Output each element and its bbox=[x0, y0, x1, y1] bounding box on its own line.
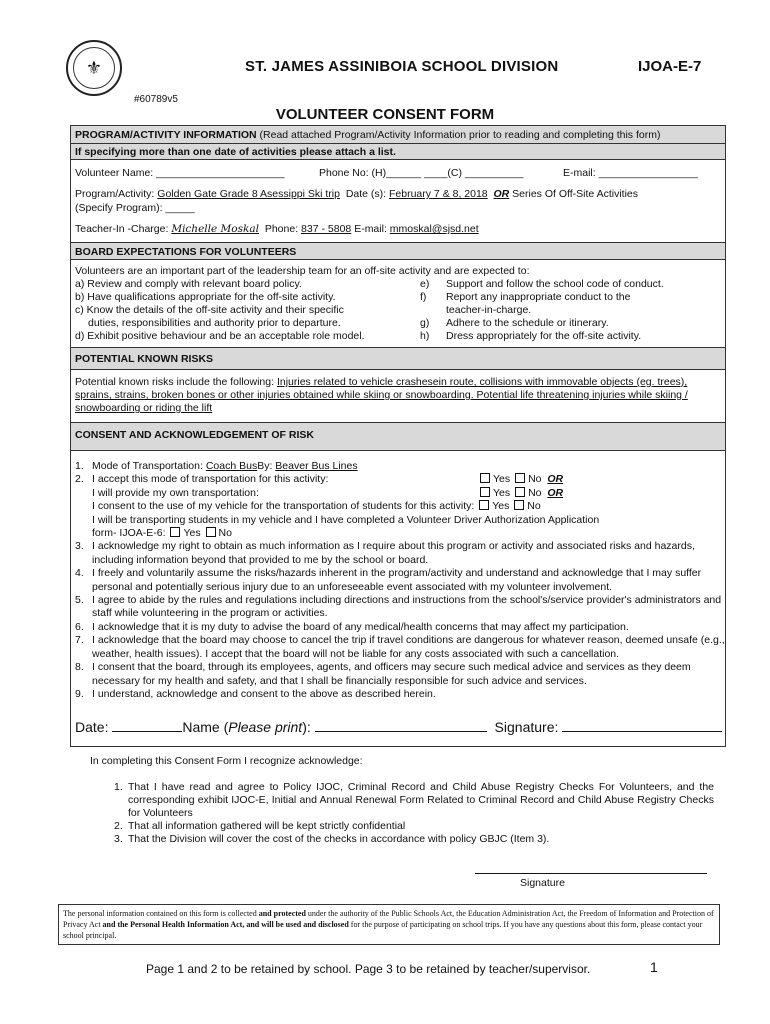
risks-section bbox=[70, 347, 726, 423]
consent-item-2: 2. I accept this mode of transportation for this activity: Yes No OR bbox=[75, 473, 564, 486]
form-yes-checkbox[interactable] bbox=[170, 527, 180, 537]
phone-field[interactable]: Phone No: (H)______ ____(C) __________ bbox=[319, 167, 524, 179]
program-subheader: If specifying more than one date of activities please attach a list. bbox=[71, 144, 725, 160]
form-title: VOLUNTEER CONSENT FORM bbox=[275, 106, 495, 123]
school-crest-logo bbox=[66, 40, 122, 96]
acknowledge-list bbox=[114, 781, 714, 846]
specify-program-field[interactable]: (Specify Program): _____ bbox=[75, 202, 195, 214]
retention-note: Page 1 and 2 to be retained by school. Page 3 to be retained by teacher/supervisor. bbox=[146, 962, 591, 976]
date-input[interactable] bbox=[112, 731, 182, 732]
date-label: Date: bbox=[75, 719, 109, 735]
vehicle-yes-checkbox[interactable] bbox=[479, 500, 489, 510]
acknowledge-item-2: 2. That all information gathered will be kept strictly confidential bbox=[114, 820, 406, 832]
accept-yes-checkbox[interactable] bbox=[480, 473, 490, 483]
dates-value: February 7 & 8, 2018 bbox=[389, 188, 488, 200]
consent-item-1: 1. Mode of Transportation: Coach BusBy: Beaver Bus Lines bbox=[75, 460, 358, 472]
consent-item-8: 8. I consent that the board, through its employees, agents, and officers may secure such medical advice and services as they deem necessary for my health and safety, and that I shall be financially responsible for such advice and services. bbox=[75, 661, 691, 687]
policy-code: IJOA-E-7 bbox=[638, 58, 702, 75]
teacher-name: Michelle Moskal bbox=[171, 223, 259, 235]
consent-item-3: 3. I acknowledge my right to obtain as much information as I require about this program or activity and associated risks and hazards, including information beyond that provided to me by the school or board. bbox=[75, 540, 695, 566]
program-line: Program/Activity: Golden Gate Grade 8 Asessippi Ski trip Date (s): February 7 & 8, 2018 OR Series Of Off-Site Activities bbox=[75, 188, 639, 200]
acknowledge-signature-line[interactable] bbox=[475, 873, 707, 874]
consent-item-7: 7. I acknowledge that the board may choose to cancel the trip if travel conditions are dangerous for whatever reason, deemed unsafe (e.g., weather, health issues). I accept that the board will not be liable for any costs associated with such a cancellation. bbox=[75, 634, 725, 660]
driver-authorization-line: I will be transporting students in my vehicle and I have completed a Volunteer Driver Authorization Application bbox=[92, 513, 600, 526]
page-number: 1 bbox=[650, 959, 658, 975]
own-transport-choice: Yes No OR bbox=[478, 487, 563, 500]
vehicle-no-checkbox[interactable] bbox=[514, 500, 524, 510]
driver-form-line: form- IJOA-E-6: Yes No bbox=[92, 527, 232, 540]
risks-list: Injuries related to vehicle crashesein route, collisions with immovable objects (eg. trees), sprains, strains, broken bones or other injuries obtained while skiing or snowboarding. Potential life threatening injuries while skiing / snowboarding or riding the lift bbox=[75, 376, 688, 414]
consent-item-4: 4. I freely and voluntarily assume the risks/hazards inherent in the program/activity and understand and acknowledge that I may suffer personal and potentially serious injury due to an unforeseeable event associated with my volunteer involvement. bbox=[75, 567, 702, 593]
consent-section bbox=[70, 422, 726, 747]
acknowledge-signature-label: Signature bbox=[520, 877, 565, 889]
program-section-header: PROGRAM/ACTIVITY INFORMATION (Read attached Program/Activity Information prior to reading and completing this form) bbox=[71, 126, 725, 144]
teacher-line: Teacher-In -Charge: Michelle Moskal Phone: 837 - 5808 E-mail: mmoskal@sjsd.net bbox=[75, 223, 479, 235]
signature-input[interactable] bbox=[562, 731, 722, 732]
consent-list bbox=[75, 460, 725, 701]
own-transport-line: I will provide my own transportation: Yes No OR bbox=[92, 486, 564, 499]
own-yes-checkbox[interactable] bbox=[480, 487, 490, 497]
name-label: Name (Please print): bbox=[182, 719, 311, 735]
acknowledge-item-1: 1. That I have read and agree to Policy IJOC, Criminal Record and Child Abuse Registry Checks For Volunteers, and the corresponding exhibit IJOC-E, Initial and Annual Renewal Form Related to Criminal Record and Child Abuse Registry Checks for Volunteers bbox=[114, 781, 714, 819]
name-input[interactable] bbox=[315, 731, 487, 732]
signature-row bbox=[75, 719, 722, 735]
division-name: ST. JAMES ASSINIBOIA SCHOOL DIVISION bbox=[245, 58, 559, 75]
consent-item-9: 9. I understand, acknowledge and consent to the above as described herein. bbox=[75, 687, 436, 700]
board-right-list: e) Support and follow the school code of conduct. f) Report any inappropriate conduct to the teacher-in-charge. g) Adhere to the schedule or itinerary. h) Dress appropriately for the off-site activity. bbox=[420, 278, 664, 342]
risks-section-header: POTENTIAL KNOWN RISKS bbox=[71, 348, 725, 370]
consent-section-header: CONSENT AND ACKNOWLEDGEMENT OF RISK bbox=[71, 423, 725, 451]
teacher-email: mmoskal@sjsd.net bbox=[389, 223, 479, 235]
form-no-checkbox[interactable] bbox=[206, 527, 216, 537]
privacy-notice: The personal information contained on this form is collected and protected under the authority of the Public Schools Act, the Education Administration Act, the Freedom of Information and Protection of Privacy Act and the Personal Health Information Act, and will be used and disclosed for the purpose of participating on school trips. If you have any questions about this form, please contact your school principal. bbox=[58, 904, 720, 945]
board-intro: Volunteers are an important part of the leadership team for an off-site activity and are expected to: bbox=[75, 265, 530, 277]
program-section bbox=[70, 125, 726, 243]
signature-label: Signature: bbox=[494, 719, 559, 735]
program-value: Golden Gate Grade 8 Asessippi Ski trip bbox=[157, 188, 340, 200]
acknowledge-item-3: 3. That the Division will cover the cost of the checks in accordance with policy GBJC (Item 3). bbox=[114, 833, 550, 845]
risks-text: Potential known risks include the following: Injuries related to vehicle crashesein route, collisions with immovable objects (eg. trees), sprains, strains, broken bones or other injuries obtained while skiing or snowboarding. Potential life threatening injuries while skiing / snowboarding or riding the lift bbox=[75, 376, 688, 414]
board-expectations-section bbox=[70, 242, 726, 348]
board-left-list: a) Review and comply with relevant board policy. b) Have qualifications appropriate for the off-site activity. c) Know the details of the off-site activity and their specific duties, responsibilities and authority prior to departure. d) Exhibit positive behaviour and be an acceptable role model. bbox=[75, 278, 365, 342]
series-label: Series Of Off-Site Activities bbox=[512, 188, 639, 200]
board-section-header: BOARD EXPECTATIONS FOR VOLUNTEERS bbox=[71, 243, 725, 260]
vehicle-consent-line: I consent to the use of my vehicle for the transportation of students for this activity: Yes No bbox=[92, 500, 541, 513]
document-number: #60789v5 bbox=[134, 94, 178, 105]
acknowledge-intro: In completing this Consent Form I recognize acknowledge: bbox=[90, 755, 363, 767]
accept-transport-choice: Yes No OR bbox=[478, 473, 563, 486]
consent-item-6: 6. I acknowledge that it is my duty to advise the board of any medical/health concerns that may affect my participation. bbox=[75, 620, 629, 633]
email-field[interactable]: E-mail: _________________ bbox=[563, 167, 698, 179]
own-no-checkbox[interactable] bbox=[515, 487, 525, 497]
accept-no-checkbox[interactable] bbox=[515, 473, 525, 483]
teacher-phone: 837 - 5808 bbox=[301, 223, 352, 235]
consent-item-5: 5. I agree to abide by the rules and regulations including directions and instructions from the school's/service provider's administrators and staff while volunteering in the program or activities. bbox=[75, 594, 722, 620]
school-crest-icon: ⚜ bbox=[73, 47, 115, 89]
volunteer-name-field[interactable]: Volunteer Name: ______________________ bbox=[75, 167, 285, 179]
